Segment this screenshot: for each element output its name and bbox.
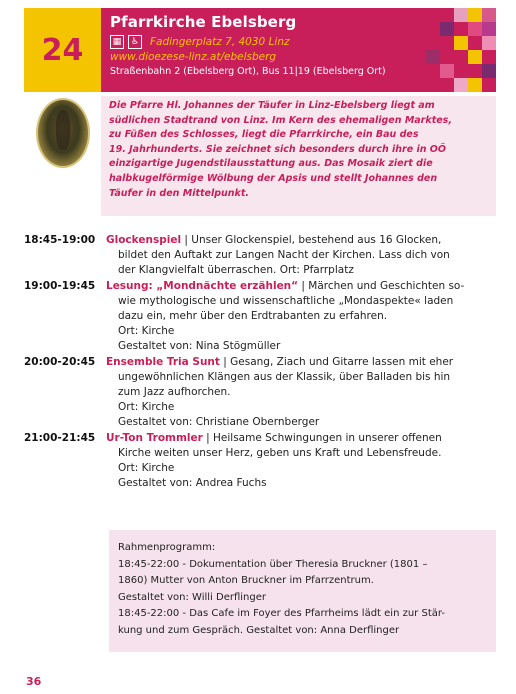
intro-line: 19. Jahrhunderts. Sie zeichnet sich besonders durch ihre in OÖ	[109, 143, 446, 155]
rahmen-line: 18:45-22:00 - Dokumentation über Theresia Bruckner (1801 –	[118, 558, 428, 570]
event-schedule	[24, 233, 496, 491]
map-icon: ▦	[110, 35, 124, 49]
event-name: Lesung: „Mondnächte erzählen“	[106, 279, 299, 292]
rahmen-line: kung und zum Gespräch. Gestaltet von: Anna Derflinger	[118, 624, 400, 636]
mosaic-medallion	[36, 98, 90, 168]
venue-transit: Straßenbahn 2 (Ebelsberg Ort), Bus 11|19 (Ebelsberg Ort)	[110, 66, 386, 77]
event-host: Gestaltet von: Christiane Obernberger	[118, 416, 320, 429]
event-host: Gestaltet von: Nina Stögmüller	[118, 340, 281, 353]
event-body	[102, 233, 496, 279]
venue-number-box	[24, 8, 101, 92]
rahmen-line: 1860) Mutter von Anton Bruckner im Pfarrzentrum.	[118, 575, 374, 586]
intro-line: Die Pfarre Hl. Johannes der Täufer in Linz-Ebelsberg liegt am	[109, 100, 435, 111]
event-item	[24, 355, 496, 431]
event-first-line	[106, 279, 496, 294]
event-desc: | Gesang, Ziach und Gitarre lassen mit eher	[219, 355, 454, 368]
event-location: Ort: Kirche	[118, 325, 175, 338]
event-line: bildet den Auftakt zur Langen Nacht der Kirchen. Lass dich von	[118, 249, 450, 262]
event-location: Ort: Kirche	[118, 462, 175, 475]
venue-url[interactable]: www.dioezese-linz.at/ebelsberg	[110, 51, 277, 63]
event-time: 20:00-20:45	[24, 355, 96, 368]
event-line: ungewöhnlichen Klängen aus der Klassik, über Balladen bis hin	[118, 370, 451, 383]
event-first-line	[106, 355, 496, 370]
intro-line: zu Füßen des Schlosses, liegt die Pfarrkirche, ein Bau des	[109, 129, 419, 141]
page-number: 36	[26, 675, 42, 688]
event-desc: | Unser Glockenspiel, bestehend aus 16 Glocken,	[181, 234, 442, 246]
intro-line: Täufer in den Mittelpunkt.	[109, 187, 250, 199]
rahmenprogramm-box	[109, 530, 496, 652]
intro-line: einzigartige Jugendstilausstattung aus. Das Mosaik ziert die	[109, 158, 433, 170]
event-line: dazu ein, mehr über den Erdtrabanten zu erfahren.	[118, 310, 388, 323]
event-desc: | Heilsame Schwingungen in unserer offenen	[202, 431, 442, 444]
event-item	[24, 279, 496, 355]
event-location: Ort: Kirche	[118, 401, 175, 414]
mosaic-image	[24, 96, 101, 216]
venue-header	[24, 8, 496, 92]
rahmen-line: 18:45-22:00 - Das Cafe im Foyer des Pfarrheims lädt ein zur Stär-	[118, 608, 445, 619]
event-item	[24, 233, 496, 279]
intro-line: halbkugelförmige Wölbung der Apsis und stellt Johannes den	[109, 172, 438, 184]
decorative-mosaic	[426, 8, 496, 92]
venue-title-box	[101, 8, 496, 92]
rahmen-line: Gestaltet von: Willi Derflinger	[118, 591, 266, 603]
event-desc: | Märchen und Geschichten so-	[298, 279, 465, 292]
intro-text	[101, 96, 496, 216]
venue-title: Pfarrkirche Ebelsberg	[110, 13, 297, 31]
event-time: 18:45-19:00	[24, 234, 96, 246]
event-host: Gestaltet von: Andrea Fuchs	[118, 477, 267, 490]
event-body	[102, 279, 496, 355]
event-time: 21:00-21:45	[24, 431, 96, 444]
venue-number: 24	[41, 32, 84, 68]
wheelchair-icon: ♿	[128, 35, 142, 49]
event-time: 19:00-19:45	[24, 279, 96, 292]
event-body	[102, 431, 496, 492]
event-item	[24, 431, 496, 492]
intro-section	[24, 96, 496, 216]
event-name: Glockenspiel	[106, 234, 182, 246]
event-body	[102, 355, 496, 431]
venue-address: Fadingerplatz 7, 4030 Linz	[150, 36, 290, 48]
event-line: der Klangvielfalt überraschen. Ort: Pfarrplatz	[118, 264, 354, 277]
event-name: Ensemble Tria Sunt	[106, 355, 220, 368]
event-first-line	[106, 233, 496, 248]
event-line: zum Jazz aufhorchen.	[118, 386, 231, 399]
rahmen-heading: Rahmenprogramm:	[118, 542, 216, 553]
event-line: Kirche weiten unser Herz, geben uns Kraft und Lebensfreude.	[118, 446, 442, 459]
event-name: Ur-Ton Trommler	[106, 431, 203, 444]
intro-line: südlichen Stadtrand von Linz. Im Kern des ehemaligen Marktes,	[109, 114, 452, 126]
event-first-line	[106, 431, 496, 446]
event-line: wie mythologische und wissenschaftliche „Mondaspekte« laden	[118, 294, 454, 307]
